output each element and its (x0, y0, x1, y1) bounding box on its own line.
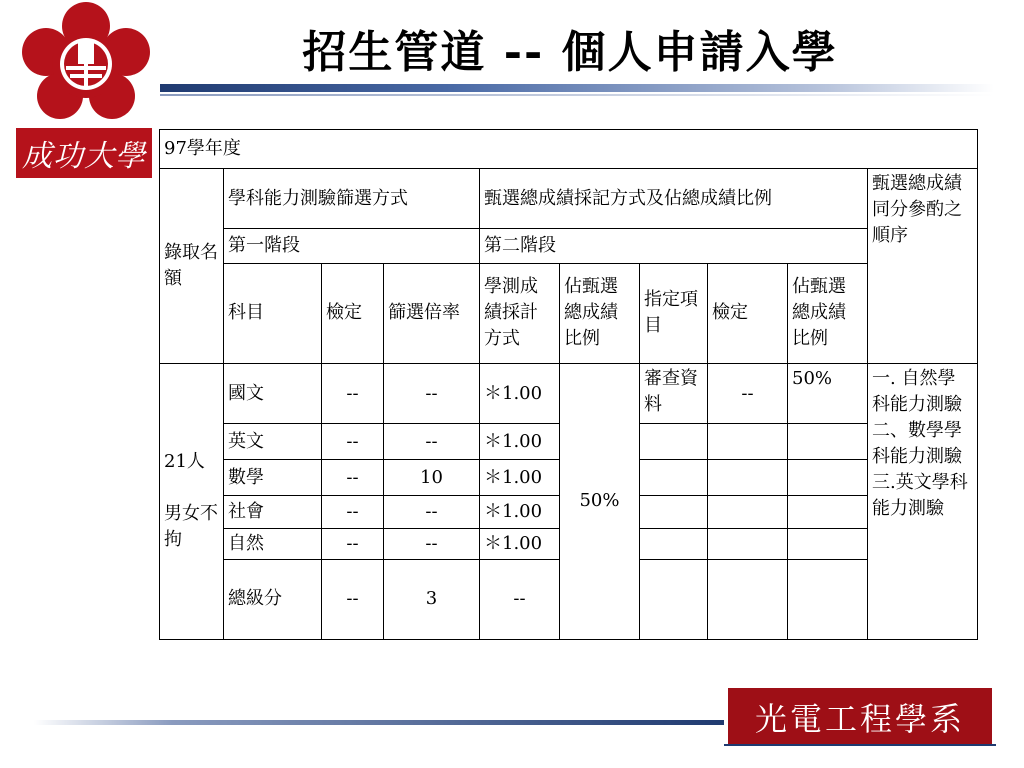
page-title: 招生管道 -- 個人申請入學 (302, 27, 838, 78)
standard-cell: -- (322, 460, 384, 496)
subject-cell: 數學 (224, 460, 322, 496)
score-method-cell: ＊1.00 (480, 363, 560, 423)
col-standard2-header: 檢定 (708, 263, 788, 363)
item-cell: 審查資料 (640, 363, 708, 423)
stage1-method-header: 學科能力測驗篩選方式 (224, 169, 480, 229)
subject-cell: 自然 (224, 528, 322, 559)
title-divider-thin (160, 94, 994, 96)
multiplier-cell: -- (384, 363, 480, 423)
university-emblem-logo (22, 2, 150, 120)
col-multiplier-header: 篩選倍率 (384, 263, 480, 363)
empty-cell (640, 496, 708, 528)
stage1-label: 第一階段 (224, 229, 480, 263)
standard-cell: -- (322, 363, 384, 423)
standard-cell: -- (322, 528, 384, 559)
empty-cell (788, 460, 868, 496)
stage2-method-header: 甄選總成績採記方式及佔總成績比例 (480, 169, 868, 229)
empty-cell (640, 424, 708, 460)
university-brand-calligraphy: 成功大學 (16, 128, 152, 178)
quota-header: 錄取名額 (160, 169, 224, 364)
tiebreak-header: 甄選總成績同分參酌之順序 (868, 169, 978, 364)
stage2-pct1-cell: 50% (560, 363, 640, 639)
tiebreak-order-cell: 一. 自然學科能力測驗 二、數學學科能力測驗 三.英文學科能力測驗 (868, 363, 978, 639)
multiplier-cell: -- (384, 528, 480, 559)
empty-cell (640, 460, 708, 496)
subject-cell: 社會 (224, 496, 322, 528)
multiplier-cell: 3 (384, 559, 480, 639)
empty-cell (708, 528, 788, 559)
score-method-cell: ＊1.00 (480, 424, 560, 460)
score-method-cell: ＊1.00 (480, 528, 560, 559)
standard-cell: -- (322, 496, 384, 528)
empty-cell (788, 559, 868, 639)
subject-cell: 英文 (224, 424, 322, 460)
department-underline (724, 744, 996, 746)
item-standard-cell: -- (708, 363, 788, 423)
subject-cell: 國文 (224, 363, 322, 423)
quota-note: 男女不拘 (164, 503, 218, 551)
empty-cell (788, 496, 868, 528)
col-subject-header: 科目 (224, 263, 322, 363)
empty-cell (708, 559, 788, 639)
stage2-label: 第二階段 (480, 229, 868, 263)
standard-cell: -- (322, 559, 384, 639)
department-label: 光電工程學系 (728, 688, 992, 746)
multiplier-cell: -- (384, 496, 480, 528)
score-method-cell: ＊1.00 (480, 496, 560, 528)
score-method-cell: -- (480, 559, 560, 639)
empty-cell (640, 528, 708, 559)
multiplier-cell: -- (384, 424, 480, 460)
quota-cell (160, 363, 224, 639)
empty-cell (788, 528, 868, 559)
col-score-method-header: 學測成績採計方式 (480, 263, 560, 363)
empty-cell (788, 424, 868, 460)
empty-cell (708, 496, 788, 528)
col-standard-header: 檢定 (322, 263, 384, 363)
year-cell: 97學年度 (160, 130, 978, 169)
footer-divider (34, 720, 724, 725)
quota-value: 21人 (164, 451, 205, 473)
standard-cell: -- (322, 424, 384, 460)
subject-cell: 總級分 (224, 559, 322, 639)
empty-cell (708, 460, 788, 496)
multiplier-cell: 10 (384, 460, 480, 496)
empty-cell (640, 559, 708, 639)
title-divider (160, 84, 994, 92)
col-items-header: 指定項目 (640, 263, 708, 363)
admission-table (159, 129, 978, 640)
col-pct2-header: 佔甄選總成績比例 (788, 263, 868, 363)
score-method-cell: ＊1.00 (480, 460, 560, 496)
empty-cell (708, 424, 788, 460)
item-pct-cell: 50% (788, 363, 868, 423)
col-pct1-header: 佔甄選總成績比例 (560, 263, 640, 363)
